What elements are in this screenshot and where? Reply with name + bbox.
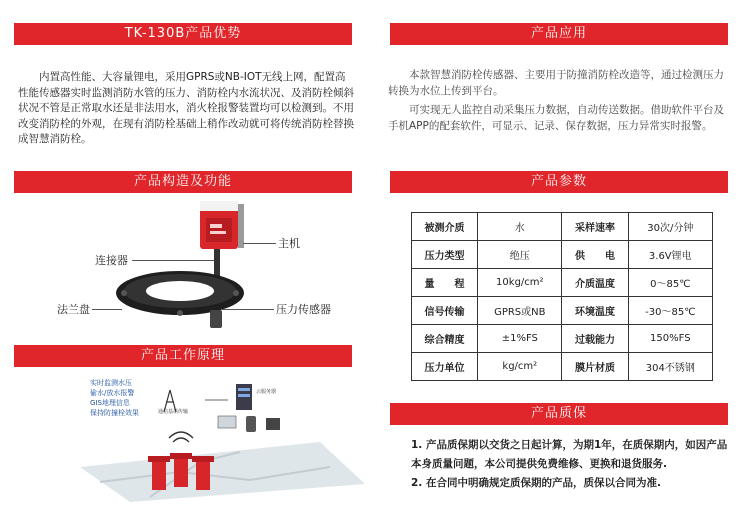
structure-banner	[14, 171, 352, 193]
note-item: 保持防撞栓效果	[90, 409, 139, 417]
advantages-text: 内置高性能、大容量锂电，采用GPRS或NB-IOT无线上网，配置高性能传感器实时监测消防水管的压力、消防栓内水流状况、及消防栓倾斜状况不管是正常取水还是非法用水，消火栓报警装置均可以检测到。不用改变消防栓的外观，在现有消防栓基础上稍作改动就可将传统消防栓替换成智慧消防栓。	[18, 71, 354, 145]
application-title: 产品应用	[530, 26, 587, 41]
param-key: 采样速率	[562, 213, 628, 241]
params-table	[411, 212, 713, 381]
advantages-title: TK-130B产品优势	[124, 26, 242, 41]
quality-title: 产品质保	[530, 406, 587, 421]
application-banner	[390, 23, 728, 45]
quality-item: 2. 在合同中明确规定质保期的产品，质保以合同为准.	[411, 477, 661, 489]
param-value: 3.6V锂电	[628, 241, 712, 269]
host-leader-line	[243, 243, 276, 244]
advantages-banner	[14, 23, 352, 45]
param-key: 供 电	[562, 241, 628, 269]
structure-title: 产品构造及功能	[133, 174, 232, 189]
application-text-block	[388, 68, 726, 134]
quality-list	[411, 436, 731, 493]
param-value: 150%FS	[628, 325, 712, 353]
param-value: 10kg/cm²	[478, 269, 562, 297]
host-unit-graphic	[200, 201, 244, 249]
pressure-sensor-graphic	[210, 310, 222, 328]
flange-leader-line	[92, 309, 122, 310]
station-tag: 通信基站传输	[158, 409, 189, 415]
params-banner	[390, 171, 728, 193]
application-text-1: 本款智慧消防栓传感器、主要用于防撞消防栓改造等，通过检测压力转换为水位上传到平台。	[388, 69, 724, 97]
param-key: 介质温度	[562, 269, 628, 297]
advantages-text-block	[18, 70, 354, 148]
param-value: 0～85℃	[628, 269, 712, 297]
server-tag: 云服务器	[256, 389, 277, 395]
connector-pipe	[214, 249, 220, 279]
table-row	[412, 325, 713, 353]
param-key: 被测介质	[412, 213, 478, 241]
note-item: GIS地理信息	[90, 399, 130, 407]
table-row	[412, 213, 713, 241]
printer-icon	[266, 418, 280, 430]
note-item: 实时监测水压	[90, 379, 132, 387]
param-key: 信号传输	[412, 297, 478, 325]
table-row	[412, 297, 713, 325]
param-key: 膜片材质	[562, 353, 628, 381]
principle-title: 产品工作原理	[140, 348, 225, 363]
principle-illustration	[70, 372, 370, 502]
quality-banner	[390, 403, 728, 425]
product-structure-illustration	[110, 198, 260, 333]
table-row	[412, 353, 713, 381]
flange-label: 法兰盘	[57, 303, 90, 316]
signal-icon	[169, 432, 193, 442]
map-base	[80, 442, 365, 502]
principle-banner	[14, 345, 352, 367]
sensor-label: 压力传感器	[276, 303, 331, 316]
note-item: 偷水/放水报警	[90, 389, 135, 397]
param-key: 量 程	[412, 269, 478, 297]
param-key: 过载能力	[562, 325, 628, 353]
param-value: 水	[478, 213, 562, 241]
param-value: GPRS或NB	[478, 297, 562, 325]
connector-leader-line	[132, 260, 214, 261]
param-value: 304不锈钢	[628, 353, 712, 381]
host-label: 主机	[278, 237, 300, 250]
table-row	[412, 241, 713, 269]
monitor-icon	[218, 416, 236, 428]
connector-label: 连接器	[95, 254, 128, 267]
application-text-2: 可实现无人监控自动采集压力数据，自动传送数据。借助软件平台及手机APP的配套软件，可显示、记录、保存数据，压力异常实时报警。	[388, 104, 724, 132]
quality-item: 1. 产品质保期以交货之日起计算，为期1年，在质保期内，如因产品本身质量问题，本公司提供免费维修、更换和退货服务.	[411, 439, 728, 470]
param-key: 环境温度	[562, 297, 628, 325]
param-value: kg/cm²	[478, 353, 562, 381]
param-value: ±1%FS	[478, 325, 562, 353]
params-title: 产品参数	[530, 174, 587, 189]
table-row	[412, 269, 713, 297]
param-key: 压力单位	[412, 353, 478, 381]
param-value: 绝压	[478, 241, 562, 269]
param-value: 30次/分钟	[628, 213, 712, 241]
param-value: -30～85℃	[628, 297, 712, 325]
param-key: 压力类型	[412, 241, 478, 269]
param-key: 综合精度	[412, 325, 478, 353]
principle-diagram	[70, 372, 370, 502]
phone-icon	[246, 416, 256, 432]
sensor-leader-line	[222, 309, 274, 310]
hydrant-icon	[148, 453, 214, 490]
